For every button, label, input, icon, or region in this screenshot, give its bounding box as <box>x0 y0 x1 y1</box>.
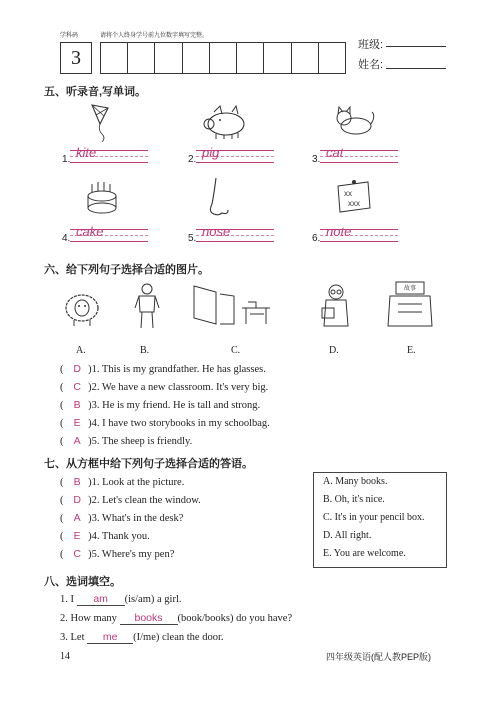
answer[interactable]: A <box>73 512 81 524</box>
fill-suffix: (book/books) do you have? <box>177 613 293 624</box>
picture-letter: A. <box>76 345 86 356</box>
name-field[interactable] <box>386 68 446 69</box>
question-text: )5. Where's my pen? <box>88 549 175 560</box>
item-number: 5. <box>188 233 197 244</box>
id-cell[interactable] <box>237 43 264 73</box>
id-cell[interactable] <box>155 43 182 73</box>
answer[interactable]: E <box>73 417 81 429</box>
sentence-text: )4. I have two storybooks in my schoolbag. <box>88 418 270 429</box>
answer[interactable]: C <box>73 548 81 560</box>
question-text: )2. Let's clean the window. <box>88 495 201 506</box>
answer[interactable]: B <box>73 476 81 488</box>
question-text: )1. Look at the picture. <box>88 477 185 488</box>
sentence-text: )3. He is my friend. He is tall and strong. <box>88 400 261 411</box>
section8-title: 八、选词填空。 <box>44 576 121 588</box>
class-label: 班级: <box>358 39 384 51</box>
strong-boy-icon <box>132 282 162 332</box>
book-title: 四年级英语(配人教PEP版) <box>326 652 432 662</box>
sentence-text: )5. The sheep is friendly. <box>88 436 193 447</box>
writing-line[interactable] <box>320 224 398 242</box>
answer[interactable]: B <box>73 399 81 411</box>
writing-line[interactable] <box>320 145 398 163</box>
question-row: ( C )5. Where's my pen? <box>60 548 175 560</box>
fill-prefix: 1. I <box>60 594 74 605</box>
option-item: A. Many books. <box>323 476 388 487</box>
pig-icon <box>200 102 250 140</box>
sentence-row: ( B )3. He is my friend. He is tall and strong. <box>60 399 261 411</box>
section5-title: 五、听录音,写单词。 <box>44 86 147 98</box>
classroom-icon <box>190 284 280 330</box>
picture-letter: D. <box>329 345 339 356</box>
id-cell[interactable] <box>101 43 128 73</box>
question-row: ( B )1. Look at the picture. <box>60 476 185 488</box>
svg-text:xxx: xxx <box>348 199 360 208</box>
fill-prefix: 2. How many <box>60 613 117 624</box>
section7-title: 七、从方框中给下列句子选择合适的答语。 <box>44 458 253 470</box>
fill-row <box>60 593 181 606</box>
writing-line[interactable] <box>70 224 148 242</box>
nose-icon <box>204 176 234 222</box>
note-icon <box>334 178 374 214</box>
picture-letter: B. <box>140 345 150 356</box>
cat-icon <box>332 104 376 138</box>
subject-code-label: 学科码 <box>60 33 79 39</box>
picture-letter: E. <box>407 345 416 356</box>
item-number: 1. <box>62 154 71 165</box>
answer-word: cat <box>326 145 344 160</box>
class-field[interactable] <box>386 46 446 47</box>
kite-icon <box>82 102 122 142</box>
fill-row <box>60 612 292 625</box>
question-text: )4. Thank you. <box>88 531 150 542</box>
writing-line[interactable] <box>196 224 274 242</box>
option-item: C. It's in your pencil box. <box>323 512 425 523</box>
options-box <box>313 472 447 568</box>
question-row: ( A )3. What's in the desk? <box>60 512 184 524</box>
cake-icon <box>84 178 120 218</box>
item-number: 6. <box>312 233 321 244</box>
question-text: )3. What's in the desk? <box>88 513 184 524</box>
id-cell[interactable] <box>183 43 210 73</box>
answer[interactable]: E <box>73 530 81 542</box>
fill-suffix: (is/am) a girl. <box>124 594 182 605</box>
option-item: D. All right. <box>323 530 372 541</box>
sentence-row: ( D )1. This is my grandfather. He has glasses. <box>60 363 266 375</box>
page-number: 14 <box>60 651 70 662</box>
answer-word: nose <box>202 224 231 239</box>
fill-row <box>60 631 224 644</box>
fill-blank[interactable]: me <box>87 631 133 644</box>
sentence-row: ( E )4. I have two storybooks in my schoolbag. <box>60 417 270 429</box>
sheep-icon <box>62 288 102 328</box>
question-row: ( E )4. Thank you. <box>60 530 150 542</box>
answer-word: kite <box>76 145 97 160</box>
item-number: 4. <box>62 233 71 244</box>
answer[interactable]: C <box>73 381 81 393</box>
fill-prefix: 3. Let <box>60 632 85 643</box>
id-cell[interactable] <box>128 43 155 73</box>
answer[interactable]: A <box>73 435 81 447</box>
picture-letter: C. <box>231 345 241 356</box>
id-cell[interactable] <box>264 43 291 73</box>
option-item: B. Oh, it's nice. <box>323 494 385 505</box>
section6-title: 六、给下列句子选择合适的图片。 <box>44 264 209 276</box>
story-label: 故事 <box>404 286 417 292</box>
id-cell[interactable] <box>319 43 345 73</box>
answer[interactable]: D <box>73 363 81 375</box>
option-item: E. You are welcome. <box>323 548 406 559</box>
answer-word: cake <box>76 224 104 239</box>
grandfather-icon <box>316 282 356 332</box>
answer-word: note <box>326 224 352 239</box>
svg-text:xx: xx <box>344 189 352 198</box>
sentence-row: ( C )2. We have a new classroom. It's very big. <box>60 381 269 393</box>
question-row: ( D )2. Let's clean the window. <box>60 494 201 506</box>
id-cell[interactable] <box>292 43 319 73</box>
name-label: 姓名: <box>358 59 384 71</box>
item-number: 2. <box>188 154 197 165</box>
sentence-text: )1. This is my grandfather. He has glasses. <box>88 364 266 375</box>
answer-word: pig <box>202 145 220 160</box>
sentence-text: )2. We have a new classroom. It's very big. <box>88 382 269 393</box>
student-id-grid <box>100 42 346 74</box>
fill-suffix: (I/me) clean the door. <box>133 632 224 643</box>
writing-line[interactable] <box>196 145 274 163</box>
instruction-text: 请将个人终身学号前九位数字填写完整。 <box>100 33 209 39</box>
item-number: 3. <box>312 154 321 165</box>
sentence-row: ( A )5. The sheep is friendly. <box>60 435 193 447</box>
subject-code-box: 3 <box>60 42 92 74</box>
fill-blank[interactable]: books <box>120 612 178 625</box>
answer[interactable]: D <box>73 494 81 506</box>
id-cell[interactable] <box>210 43 237 73</box>
writing-line[interactable] <box>70 145 148 163</box>
fill-blank[interactable]: am <box>77 593 125 606</box>
